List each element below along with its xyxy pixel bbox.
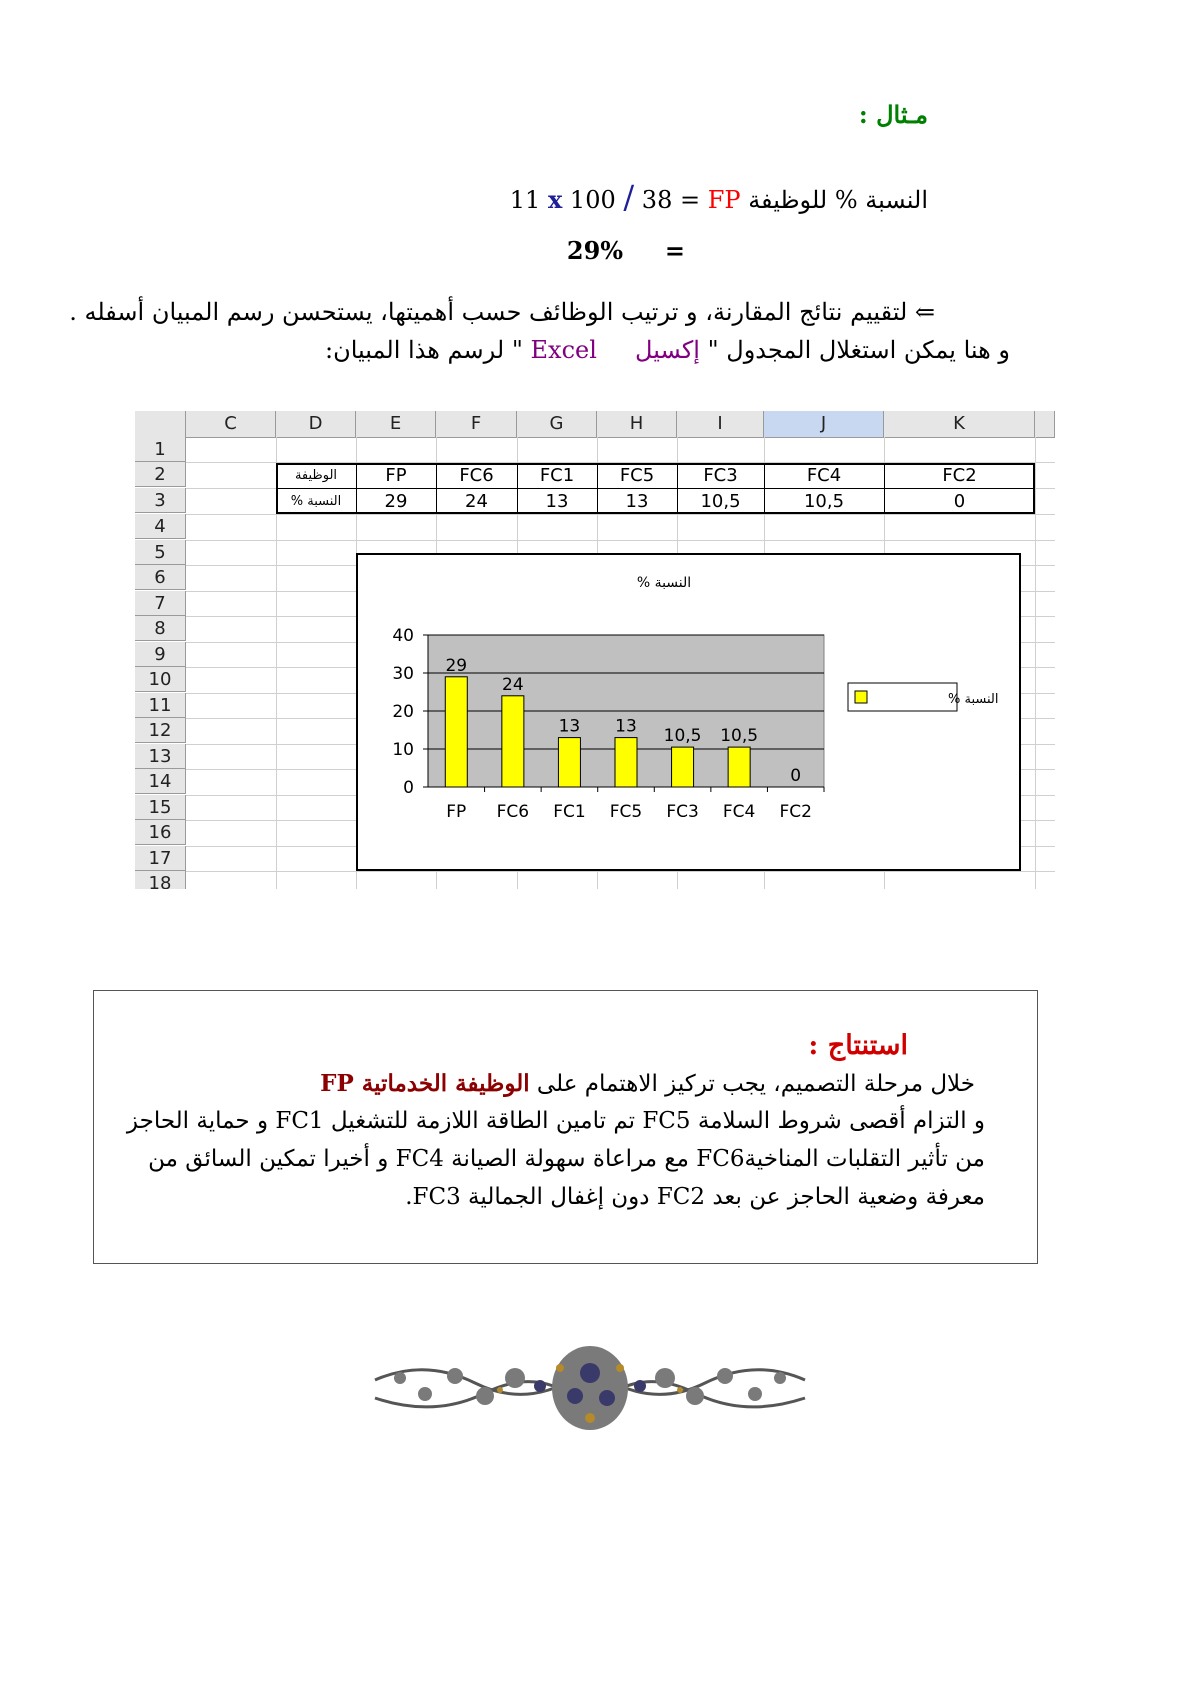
paragraph-line-1: ⇐ لتقييم نتائج المقارنة، و ترتيب الوظائف حسب أهميتها، يستحسن رسم المبيان أسفله . <box>69 298 935 326</box>
x-tick-label: FP <box>446 802 467 822</box>
data-label: 24 <box>502 674 524 695</box>
table-cell-function[interactable]: FC5 <box>619 465 655 486</box>
formula-x: x <box>547 185 563 214</box>
result-value: 29% <box>566 236 624 265</box>
table-cell-value[interactable]: 24 <box>465 491 488 512</box>
excel-name: Excel <box>530 336 597 364</box>
table-cell-function[interactable]: FP <box>385 465 407 486</box>
formula-line <box>510 178 928 216</box>
column-header-h[interactable]: H <box>597 411 677 437</box>
row-header[interactable]: 10 <box>135 667 186 692</box>
conclusion-line-4: معرفة وضعية الحاجز عن بعد FC2 دون إغفال الجمالية FC3. <box>405 1184 985 1210</box>
data-label: 10,5 <box>663 726 702 747</box>
column-header-l[interactable] <box>1035 411 1055 437</box>
formula-label: النسبة % للوظيفة <box>748 186 928 214</box>
data-label: 0 <box>790 766 802 786</box>
conclusion-line-1-text: خلال مرحلة التصميم، يجب تركيز الاهتمام على <box>536 1071 975 1097</box>
formula-slash: / <box>623 178 635 216</box>
paragraph-line-2-start: و هنا يمكن استغلال المجدول " <box>707 336 1010 364</box>
y-tick-label: 20 <box>392 702 414 722</box>
row-header[interactable]: 11 <box>135 693 186 718</box>
bar <box>728 747 750 787</box>
decorative-ornament-icon <box>365 1338 815 1442</box>
bar <box>445 677 467 787</box>
table-cell-function[interactable]: FC1 <box>539 465 575 486</box>
row-header[interactable]: 18 <box>135 871 186 889</box>
y-tick-label: 0 <box>403 778 414 798</box>
table-cell-function[interactable]: FC6 <box>459 465 494 486</box>
column-header-j[interactable]: J <box>764 411 884 437</box>
row-header[interactable]: 9 <box>135 642 186 667</box>
row-header[interactable]: 8 <box>135 616 186 641</box>
x-tick-label: FC5 <box>609 802 643 822</box>
chart-canvas <box>358 555 1019 869</box>
table-cell-function[interactable]: FC3 <box>703 465 738 486</box>
result-line <box>567 236 685 265</box>
bar <box>502 696 524 787</box>
row-header[interactable]: 1 <box>135 437 186 462</box>
row-header[interactable]: 15 <box>135 795 186 820</box>
formula-n38: 38 <box>641 186 673 214</box>
corner-cell[interactable] <box>135 411 186 437</box>
conclusion-main-function: الوظيفة الخدماتية FP <box>320 1070 530 1097</box>
row-header[interactable]: 16 <box>135 820 186 845</box>
table-cell-function[interactable]: FC4 <box>806 465 842 486</box>
x-tick-label: FC4 <box>722 802 756 822</box>
data-label: 10,5 <box>720 726 759 747</box>
y-tick-label: 40 <box>392 626 414 646</box>
data-label: 29 <box>445 655 468 676</box>
conclusion-line-2: و التزام أقصى شروط السلامة FC5 تم تامين الطاقة اللازمة للتشغيل FC1 و حماية الحاجز <box>126 1108 985 1134</box>
bar <box>615 738 637 787</box>
paragraph-line-2 <box>325 336 1010 364</box>
formula-fp: FP <box>707 186 741 214</box>
conclusion-title: استنتاج : <box>808 1030 908 1061</box>
spreadsheet <box>135 411 1055 889</box>
formula-n11: 11 <box>509 186 541 214</box>
row-header[interactable]: 2 <box>135 462 186 487</box>
y-tick-label: 10 <box>392 740 414 760</box>
column-header-g[interactable]: G <box>517 411 597 437</box>
column-header-i[interactable]: I <box>677 411 764 437</box>
conclusion-line-1 <box>320 1070 975 1097</box>
paragraph-line-2-end: " لرسم هذا المبيان: <box>325 336 523 364</box>
column-header-row <box>135 411 1055 438</box>
x-tick-label: FC1 <box>553 802 586 822</box>
row-header[interactable]: 13 <box>135 744 186 769</box>
row-header[interactable]: 3 <box>135 488 186 513</box>
legend-label: النسبة % <box>948 692 999 707</box>
x-tick-label: FC2 <box>779 802 812 822</box>
table-value-label[interactable]: النسبة % <box>290 494 342 509</box>
result-eq: = <box>664 236 685 265</box>
table-cell-value[interactable]: 13 <box>625 491 649 512</box>
column-header-d[interactable]: D <box>276 411 356 437</box>
table-cell-value[interactable]: 13 <box>545 491 569 512</box>
table-cell-function[interactable]: FC2 <box>942 465 977 486</box>
data-label: 13 <box>615 716 637 737</box>
table-cell-value[interactable]: 10,5 <box>700 491 741 512</box>
row-header[interactable]: 5 <box>135 540 186 565</box>
data-label: 13 <box>558 716 581 737</box>
excel-arabic-name: إكسيل <box>635 336 700 364</box>
formula-n100: 100 <box>569 186 616 214</box>
row-header[interactable]: 14 <box>135 769 186 794</box>
x-tick-label: FC3 <box>666 802 699 822</box>
legend-swatch <box>855 691 867 703</box>
column-header-e[interactable]: E <box>356 411 436 437</box>
bar <box>672 747 694 787</box>
row-header[interactable]: 12 <box>135 718 186 743</box>
table-header-label[interactable]: الوظيفة <box>294 468 338 483</box>
table-cell-value[interactable]: 0 <box>953 491 966 512</box>
column-header-f[interactable]: F <box>436 411 517 437</box>
bar-chart[interactable] <box>356 553 1021 871</box>
row-header[interactable]: 7 <box>135 591 186 616</box>
column-header-c[interactable]: C <box>186 411 276 437</box>
bar <box>558 738 580 787</box>
chart-title: النسبة % <box>636 575 692 591</box>
row-header[interactable]: 6 <box>135 565 186 590</box>
formula-eq: = <box>679 186 701 214</box>
x-tick-label: FC6 <box>496 802 530 822</box>
example-heading: مـثال : <box>858 100 928 129</box>
table-cell-value[interactable]: 10,5 <box>803 491 845 512</box>
y-tick-label: 30 <box>392 664 414 684</box>
row-header[interactable]: 17 <box>135 846 186 871</box>
table-cell-value[interactable]: 29 <box>384 491 408 512</box>
conclusion-line-3: من تأثير التقلبات المناخيةFC6 مع مراعاة سهولة الصيانة FC4 و أخيرا تمكين السائق من <box>148 1146 985 1172</box>
row-header[interactable]: 4 <box>135 514 186 539</box>
column-header-k[interactable]: K <box>884 411 1035 437</box>
